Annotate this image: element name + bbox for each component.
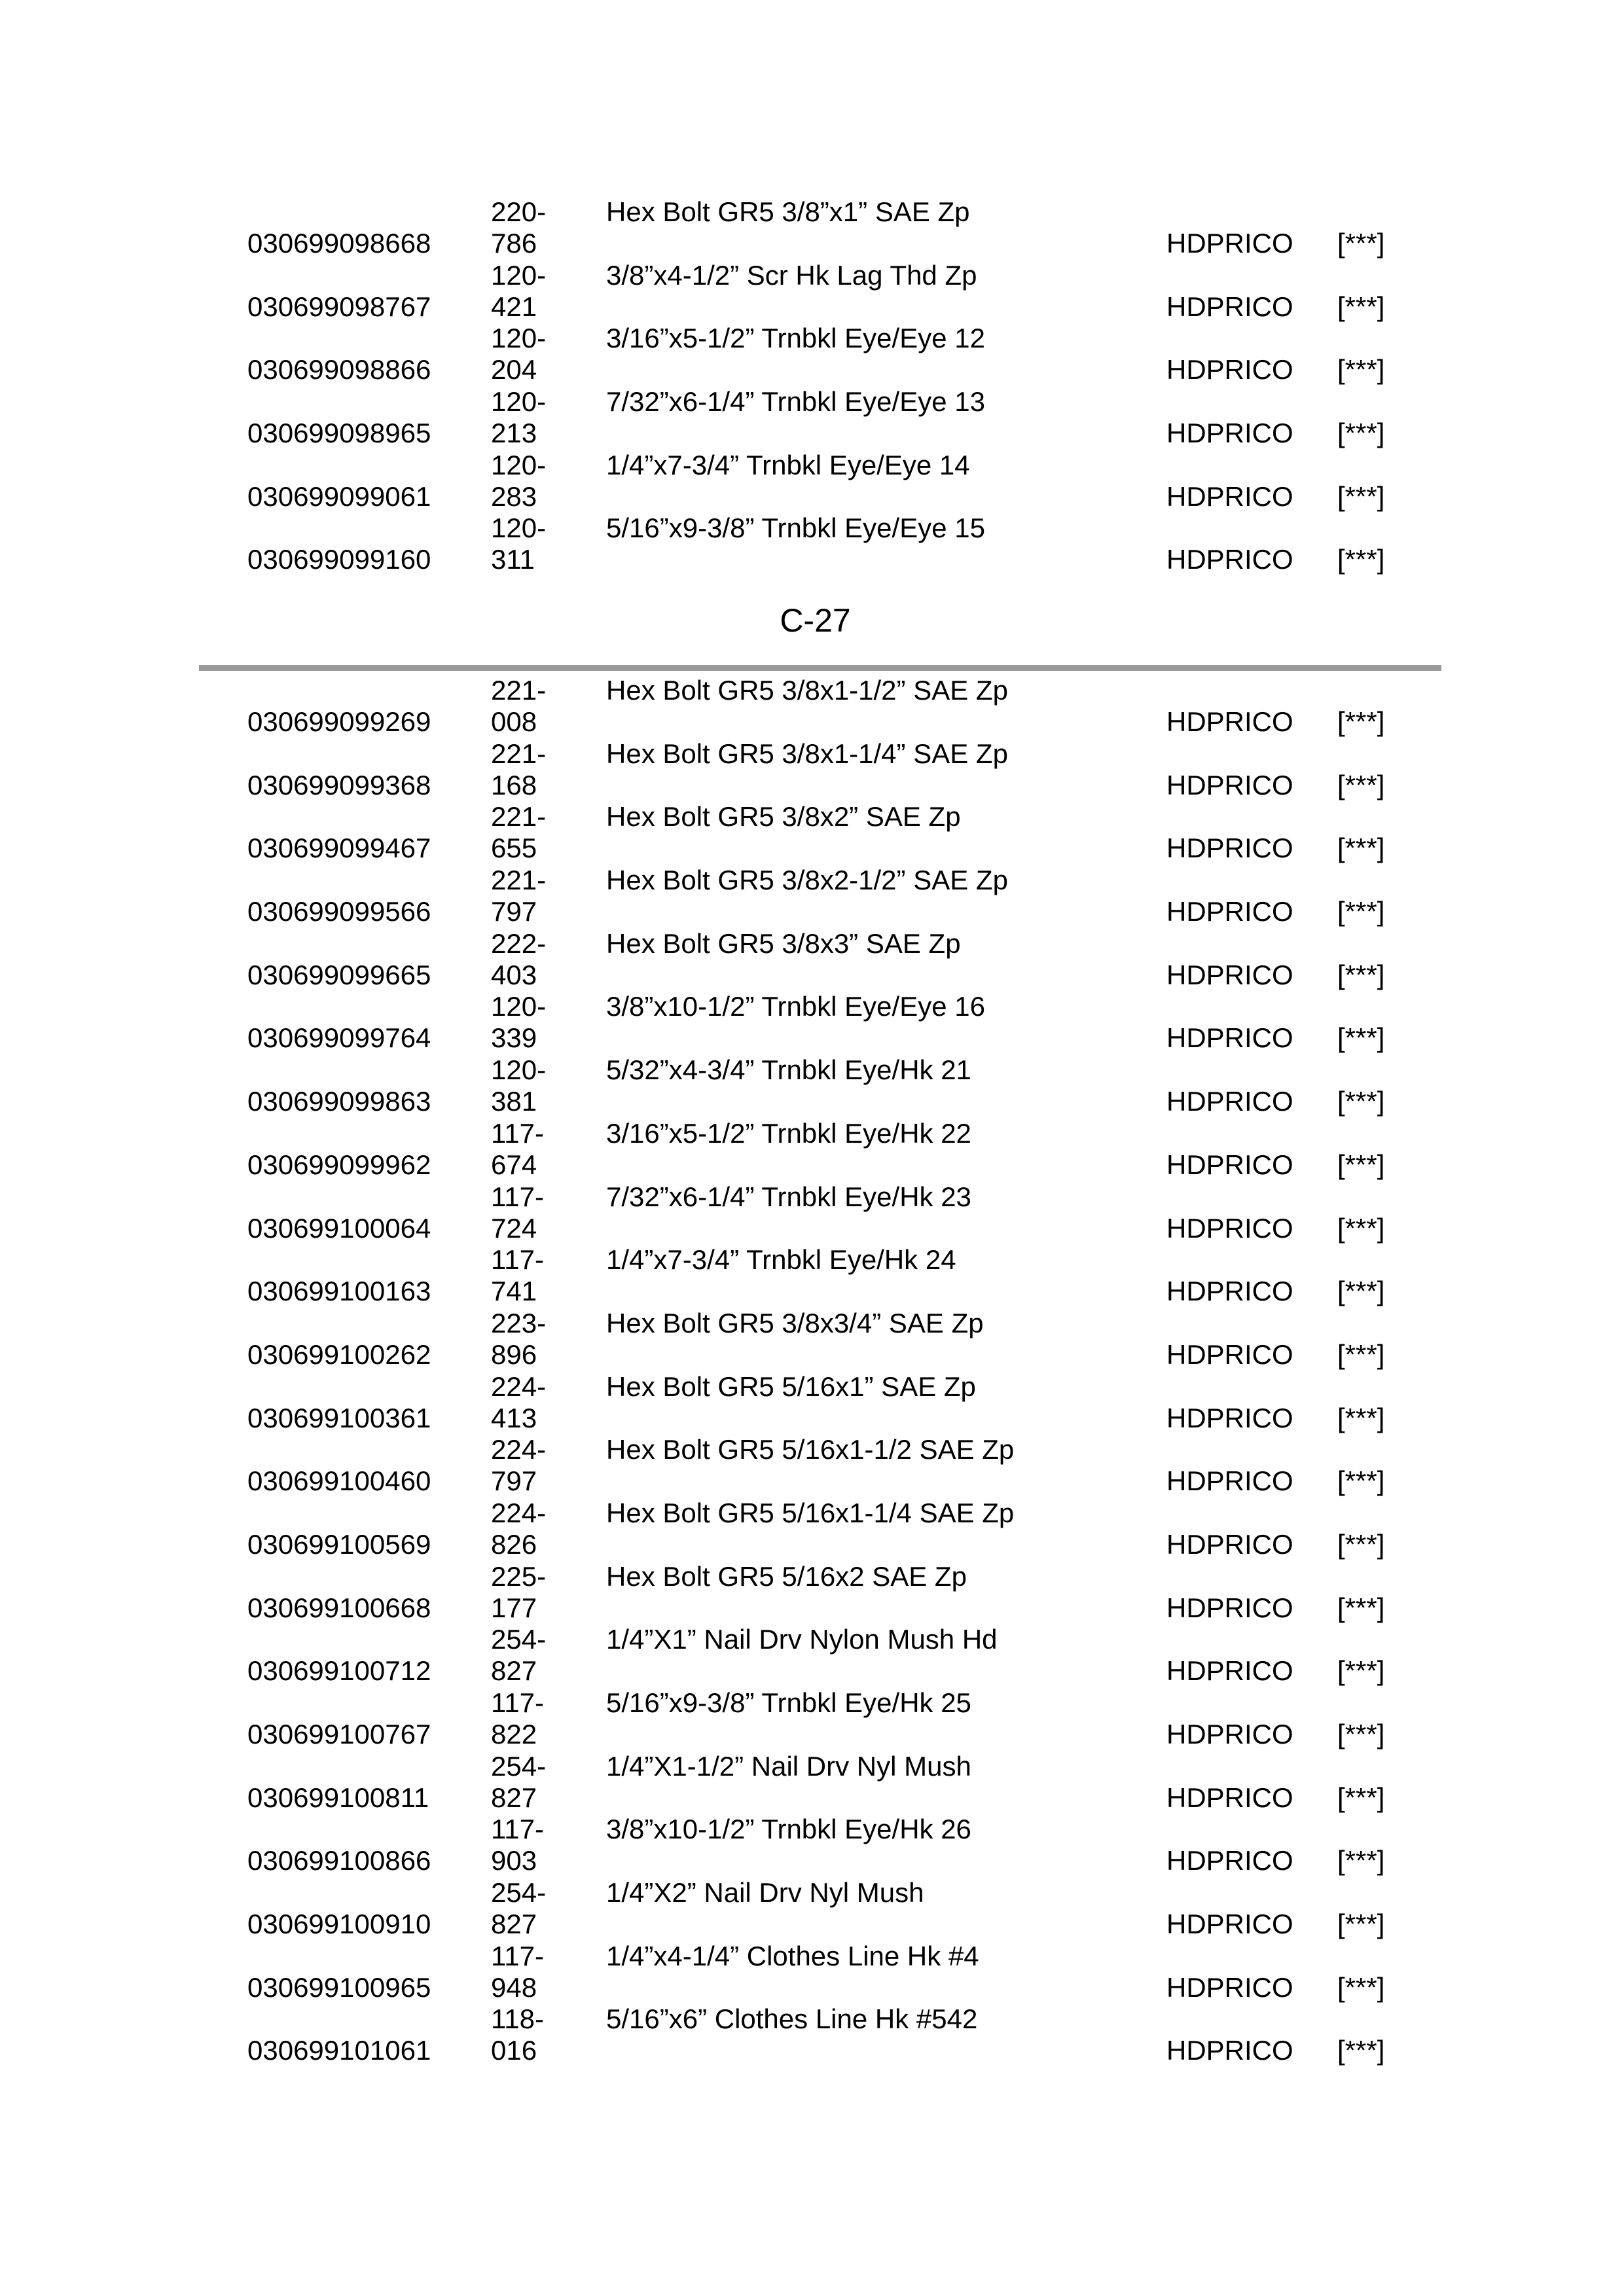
item-description: 3/16”x5-1/2” Trnbkl Eye/Hk 22: [606, 1117, 971, 1149]
upc-code: 030699100064: [247, 1212, 431, 1244]
upc-code: 030699100965: [247, 1971, 431, 2003]
item-description: Hex Bolt GR5 3/8x3/4” SAE Zp: [606, 1307, 984, 1338]
table-row: [0, 1434, 1624, 1498]
vendor-code: HDPRICO: [1166, 1845, 1293, 1876]
item-description: 1/4”X1” Nail Drv Nylon Mush Hd: [606, 1624, 998, 1655]
vendor-code: HDPRICO: [1166, 418, 1293, 449]
upc-code: 030699100767: [247, 1719, 431, 1749]
item-description: Hex Bolt GR5 3/8x1-1/2” SAE Zp: [606, 675, 1008, 706]
vendor-code: HDPRICO: [1166, 354, 1293, 386]
sku-suffix: 797: [491, 896, 537, 927]
sku-suffix: 283: [491, 480, 537, 512]
sku-suffix: 786: [491, 228, 537, 259]
item-description: 1/4”X1-1/2” Nail Drv Nyl Mush: [606, 1750, 971, 1782]
item-description: 7/32”x6-1/4” Trnbkl Eye/Eye 13: [606, 386, 985, 418]
sku-suffix: 896: [491, 1338, 537, 1370]
price-redacted: [***]: [1337, 769, 1385, 800]
sku-prefix: 220-: [491, 196, 547, 227]
sku-prefix: 222-: [491, 927, 547, 959]
sku-prefix: 117-: [491, 1814, 544, 1845]
upc-code: 030699100712: [247, 1655, 431, 1687]
vendor-code: HDPRICO: [1166, 1528, 1293, 1560]
upc-code: 030699100811: [247, 1782, 429, 1813]
item-description: Hex Bolt GR5 3/8x1-1/4” SAE Zp: [606, 738, 1008, 769]
item-description: Hex Bolt GR5 3/8x2” SAE Zp: [606, 801, 961, 833]
sku-prefix: 120-: [491, 386, 547, 418]
sku-prefix: 118-: [491, 2003, 544, 2035]
price-redacted: [***]: [1337, 1592, 1385, 1623]
upc-code: 030699100668: [247, 1592, 431, 1623]
sku-prefix: 221-: [491, 865, 547, 896]
price-redacted: [***]: [1337, 1276, 1385, 1307]
sku-prefix: 120-: [491, 449, 547, 480]
sku-suffix: 381: [491, 1086, 537, 1117]
upc-code: 030699100460: [247, 1465, 431, 1497]
upc-code: 030699099269: [247, 706, 431, 737]
price-redacted: [***]: [1337, 544, 1385, 575]
item-description: Hex Bolt GR5 5/16x1” SAE Zp: [606, 1371, 976, 1402]
price-redacted: [***]: [1337, 1719, 1385, 1749]
item-table-top: [0, 196, 1624, 576]
item-description: 5/32”x4-3/4” Trnbkl Eye/Hk 21: [606, 1054, 971, 1086]
sku-suffix: 797: [491, 1465, 537, 1497]
sku-suffix: 403: [491, 959, 537, 990]
table-row: [0, 386, 1624, 450]
upc-code: 030699101061: [247, 2035, 431, 2066]
price-redacted: [***]: [1337, 1402, 1385, 1433]
price-redacted: [***]: [1337, 1086, 1385, 1117]
table-row: [0, 1498, 1624, 1561]
table-row: [0, 512, 1624, 576]
table-row: [0, 1054, 1624, 1118]
price-redacted: [***]: [1337, 1655, 1385, 1687]
vendor-code: HDPRICO: [1166, 1212, 1293, 1244]
price-redacted: [***]: [1337, 833, 1385, 864]
vendor-code: HDPRICO: [1166, 1592, 1293, 1623]
vendor-code: HDPRICO: [1166, 1338, 1293, 1370]
table-row: [0, 675, 1624, 738]
item-description: 3/16”x5-1/2” Trnbkl Eye/Eye 12: [606, 323, 985, 354]
table-row: [0, 1181, 1624, 1245]
table-row: [0, 260, 1624, 323]
vendor-code: HDPRICO: [1166, 291, 1293, 322]
item-description: Hex Bolt GR5 5/16x1-1/2 SAE Zp: [606, 1434, 1015, 1465]
upc-code: 030699098866: [247, 354, 431, 386]
price-redacted: [***]: [1337, 896, 1385, 927]
sku-suffix: 008: [491, 706, 537, 737]
page-number-label: [0, 602, 1624, 639]
table-row: [0, 1814, 1624, 1877]
upc-code: 030699100262: [247, 1338, 431, 1370]
sku-prefix: 120-: [491, 991, 547, 1022]
item-description: Hex Bolt GR5 5/16x2 SAE Zp: [606, 1560, 967, 1592]
upc-code: 030699098965: [247, 418, 431, 449]
vendor-code: HDPRICO: [1166, 833, 1293, 864]
sku-prefix: 120-: [491, 512, 547, 544]
item-description: 3/8”x10-1/2” Trnbkl Eye/Hk 26: [606, 1814, 971, 1845]
item-description: Hex Bolt GR5 5/16x1-1/4 SAE Zp: [606, 1497, 1015, 1528]
sku-prefix: 221-: [491, 801, 547, 833]
upc-code: 030699099566: [247, 896, 431, 927]
table-row: [0, 450, 1624, 513]
sku-prefix: 221-: [491, 675, 547, 706]
table-row: [0, 865, 1624, 928]
sku-suffix: 177: [491, 1592, 537, 1623]
page-divider: [199, 665, 1441, 671]
table-row: [0, 1244, 1624, 1308]
sku-suffix: 421: [491, 291, 537, 322]
vendor-code: HDPRICO: [1166, 706, 1293, 737]
price-redacted: [***]: [1337, 291, 1385, 322]
sku-suffix: 168: [491, 769, 537, 800]
price-redacted: [***]: [1337, 959, 1385, 990]
sku-prefix: 117-: [491, 1117, 544, 1149]
upc-code: 030699100866: [247, 1845, 431, 1876]
sku-suffix: 903: [491, 1845, 537, 1876]
vendor-code: HDPRICO: [1166, 2035, 1293, 2066]
item-description: 5/16”x9-3/8” Trnbkl Eye/Hk 25: [606, 1687, 971, 1718]
sku-suffix: 948: [491, 1971, 537, 2003]
upc-code: 030699099368: [247, 769, 431, 800]
sku-prefix: 117-: [491, 1244, 544, 1276]
upc-code: 030699099160: [247, 544, 431, 575]
sku-prefix: 120-: [491, 1054, 547, 1086]
sku-prefix: 117-: [491, 1181, 544, 1212]
sku-suffix: 413: [491, 1402, 537, 1433]
vendor-code: HDPRICO: [1166, 1719, 1293, 1749]
table-row: [0, 1308, 1624, 1371]
upc-code: 030699099665: [247, 959, 431, 990]
sku-suffix: 311: [491, 544, 535, 575]
vendor-code: HDPRICO: [1166, 228, 1293, 259]
vendor-code: HDPRICO: [1166, 1276, 1293, 1307]
upc-code: 030699099467: [247, 833, 431, 864]
price-redacted: [***]: [1337, 354, 1385, 386]
vendor-code: HDPRICO: [1166, 1022, 1293, 1054]
price-redacted: [***]: [1337, 480, 1385, 512]
upc-code: 030699100361: [247, 1402, 431, 1433]
sku-prefix: 254-: [491, 1877, 547, 1909]
page-number-text: C-27: [780, 602, 851, 639]
sku-suffix: 826: [491, 1528, 537, 1560]
item-description: Hex Bolt GR5 3/8”x1” SAE Zp: [606, 196, 970, 227]
table-row: [0, 1118, 1624, 1181]
table-row: [0, 1941, 1624, 2004]
item-description: 3/8”x4-1/2” Scr Hk Lag Thd Zp: [606, 259, 977, 291]
table-row: [0, 928, 1624, 992]
upc-code: 030699100163: [247, 1276, 431, 1307]
table-row: [0, 196, 1624, 260]
price-redacted: [***]: [1337, 2035, 1385, 2066]
sku-suffix: 827: [491, 1782, 537, 1813]
vendor-code: HDPRICO: [1166, 1086, 1293, 1117]
sku-suffix: 741: [491, 1276, 537, 1307]
table-row: [0, 323, 1624, 386]
sku-prefix: 254-: [491, 1750, 547, 1782]
item-description: Hex Bolt GR5 3/8x2-1/2” SAE Zp: [606, 865, 1008, 896]
sku-suffix: 339: [491, 1022, 537, 1054]
vendor-code: HDPRICO: [1166, 1149, 1293, 1180]
table-row: [0, 738, 1624, 802]
price-redacted: [***]: [1337, 1212, 1385, 1244]
vendor-code: HDPRICO: [1166, 769, 1293, 800]
table-row: [0, 1877, 1624, 1941]
vendor-code: HDPRICO: [1166, 1465, 1293, 1497]
sku-prefix: 120-: [491, 259, 547, 291]
sku-suffix: 822: [491, 1719, 537, 1749]
sku-prefix: 224-: [491, 1371, 547, 1402]
item-description: 7/32”x6-1/4” Trnbkl Eye/Hk 23: [606, 1181, 971, 1212]
item-description: 1/4”x7-3/4” Trnbkl Eye/Eye 14: [606, 449, 970, 480]
item-description: Hex Bolt GR5 3/8x3” SAE Zp: [606, 927, 961, 959]
item-table-bottom: [0, 675, 1624, 2067]
vendor-code: HDPRICO: [1166, 896, 1293, 927]
price-redacted: [***]: [1337, 418, 1385, 449]
sku-prefix: 224-: [491, 1497, 547, 1528]
upc-code: 030699098668: [247, 228, 431, 259]
table-row: [0, 1751, 1624, 1814]
upc-code: 030699100569: [247, 1528, 431, 1560]
table-row: [0, 1561, 1624, 1624]
upc-code: 030699099863: [247, 1086, 431, 1117]
item-description: 3/8”x10-1/2” Trnbkl Eye/Eye 16: [606, 991, 985, 1022]
price-redacted: [***]: [1337, 1149, 1385, 1180]
sku-prefix: 221-: [491, 738, 547, 769]
item-description: 1/4”x7-3/4” Trnbkl Eye/Hk 24: [606, 1244, 956, 1276]
sku-suffix: 655: [491, 833, 537, 864]
price-redacted: [***]: [1337, 1909, 1385, 1940]
sku-prefix: 225-: [491, 1560, 547, 1592]
price-redacted: [***]: [1337, 1528, 1385, 1560]
upc-code: 030699099962: [247, 1149, 431, 1180]
item-description: 1/4”X2” Nail Drv Nyl Mush: [606, 1877, 924, 1909]
upc-code: 030699099764: [247, 1022, 431, 1054]
vendor-code: HDPRICO: [1166, 1655, 1293, 1687]
vendor-code: HDPRICO: [1166, 1402, 1293, 1433]
table-row: [0, 991, 1624, 1054]
vendor-code: HDPRICO: [1166, 1971, 1293, 2003]
sku-suffix: 827: [491, 1655, 537, 1687]
vendor-code: HDPRICO: [1166, 544, 1293, 575]
sku-suffix: 674: [491, 1149, 537, 1180]
vendor-code: HDPRICO: [1166, 480, 1293, 512]
sku-suffix: 213: [491, 418, 537, 449]
sku-suffix: 016: [491, 2035, 537, 2066]
sku-prefix: 224-: [491, 1434, 547, 1465]
sku-prefix: 120-: [491, 323, 547, 354]
price-redacted: [***]: [1337, 1782, 1385, 1813]
sku-prefix: 223-: [491, 1307, 547, 1338]
vendor-code: HDPRICO: [1166, 959, 1293, 990]
sku-prefix: 117-: [491, 1940, 544, 1971]
price-redacted: [***]: [1337, 1338, 1385, 1370]
upc-code: 030699098767: [247, 291, 431, 322]
sku-prefix: 117-: [491, 1687, 544, 1718]
price-redacted: [***]: [1337, 706, 1385, 737]
sku-suffix: 827: [491, 1909, 537, 1940]
table-row: [0, 1371, 1624, 1435]
table-row: [0, 1687, 1624, 1751]
item-description: 1/4”x4-1/4” Clothes Line Hk #4: [606, 1940, 979, 1971]
upc-code: 030699099061: [247, 480, 431, 512]
price-redacted: [***]: [1337, 1465, 1385, 1497]
sku-prefix: 254-: [491, 1624, 547, 1655]
table-row: [0, 1624, 1624, 1687]
item-description: 5/16”x9-3/8” Trnbkl Eye/Eye 15: [606, 512, 985, 544]
price-redacted: [***]: [1337, 1971, 1385, 2003]
vendor-code: HDPRICO: [1166, 1782, 1293, 1813]
sku-suffix: 724: [491, 1212, 537, 1244]
price-redacted: [***]: [1337, 1845, 1385, 1876]
item-description: 5/16”x6” Clothes Line Hk #542: [606, 2003, 978, 2035]
table-row: [0, 2003, 1624, 2067]
price-redacted: [***]: [1337, 1022, 1385, 1054]
sku-suffix: 204: [491, 354, 537, 386]
price-redacted: [***]: [1337, 228, 1385, 259]
vendor-code: HDPRICO: [1166, 1909, 1293, 1940]
table-row: [0, 801, 1624, 865]
upc-code: 030699100910: [247, 1909, 431, 1940]
